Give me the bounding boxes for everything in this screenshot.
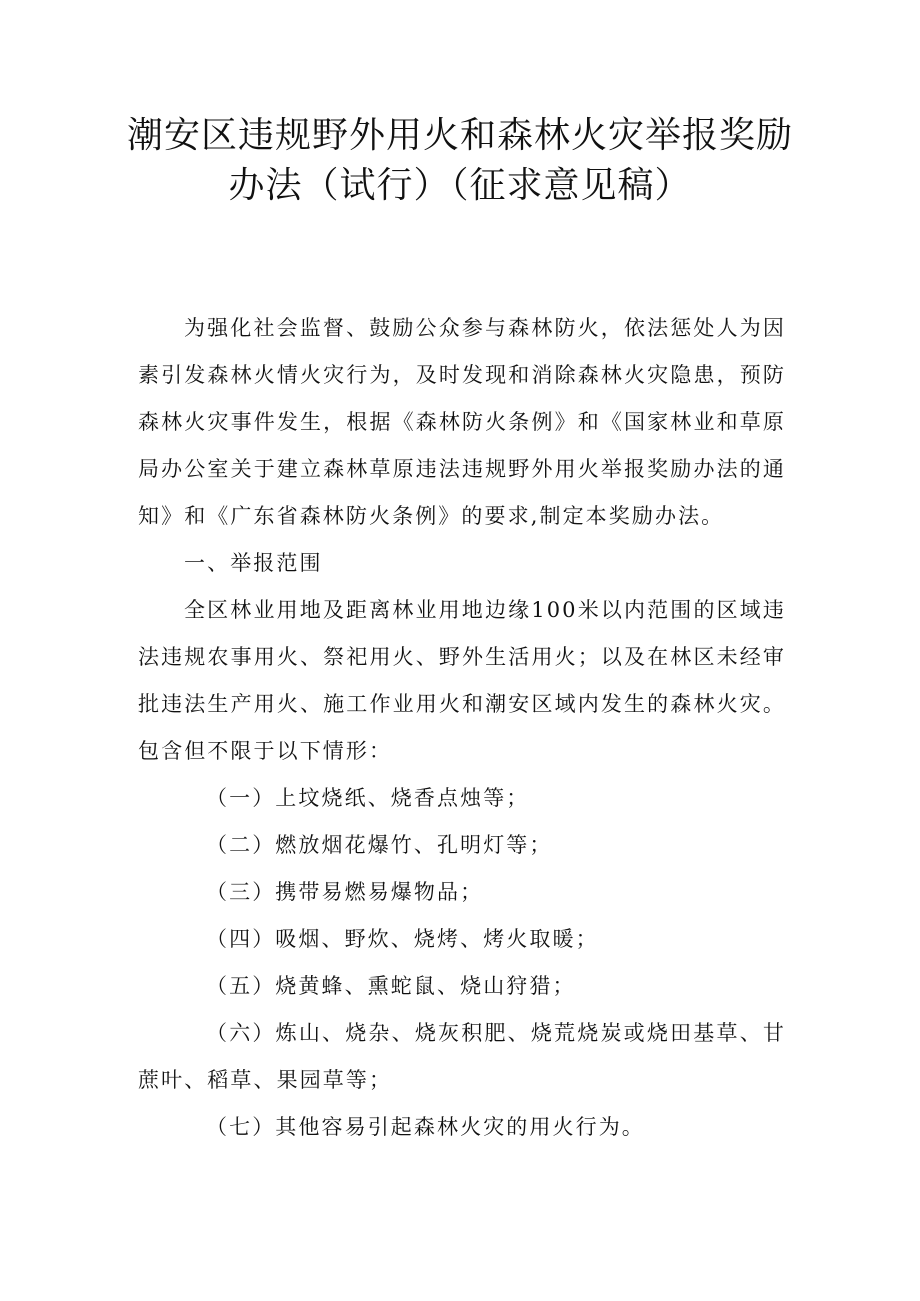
list-item: （五）烧黄蜂、熏蛇鼠、烧山狩猎； [206,974,576,998]
list-item: （一）上坟烧纸、烧香点烛等； [206,786,530,810]
document-body [138,305,786,1151]
list-item: （四）吸烟、野炊、烧烤、烤火取暖； [206,927,599,951]
document-title-line-2: 办法（试行）（征求意见稿） [228,165,692,206]
scope-paragraph: 全区林业用地及距离林业用地边缘100米以内范围的区域违法违规农事用火、祭祀用火、野外生活用火；以及在林区未经审批违法生产用火、施工作业用火和潮安区域内发生的森林火灾。包含但不限于以下情形： [138,598,786,763]
preamble-paragraph: 为强化社会监督、鼓励公众参与森林防火，依法惩处人为因素引发森林火情火灾行为，及时发现和消除森林火灾隐患，预防森林火灾事件发生，根据《森林防火条例》和《国家林业和草原局办公室关于建立森林草原违法违规野外用火举报奖励办法的通知》和《广东省森林防火条例》的要求,制定本奖励办法。 [138,316,786,528]
list-item: （七）其他容易引起森林火灾的用火行为。 [206,1115,645,1139]
list-item: （三）携带易燃易爆物品； [206,880,484,904]
list-item: （二）燃放烟花爆竹、孔明灯等； [206,833,553,857]
list-item: （六）炼山、烧杂、烧灰积肥、烧荒烧炭或烧田基草、甘蔗叶、稻草、果园草等； [138,1021,786,1092]
section-heading-report-scope: 一、举报范围 [184,551,323,575]
document-title-line-1: 潮安区违规野外用火和森林火灾举报奖励 [126,115,793,156]
